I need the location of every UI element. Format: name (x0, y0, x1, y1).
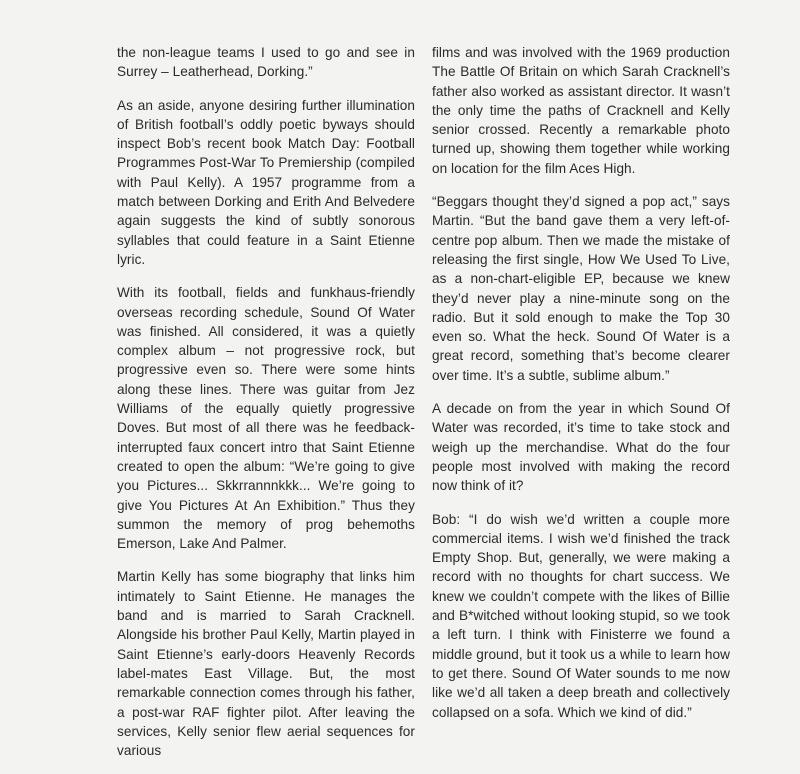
paragraph: “Beggars thought they’d signed a pop act,” says Martin. “But the band gave them a very left-of-centre pop album. Then we made the mistake of releasing the first single, How We Used To Live, as a non-chart-eligible EP, because we knew they’d never play a nine-minute song on the radio. But it sold enough to make the Top 30 even so. What the heck. Sound Of Water is a great record, something that’s become clearer over time. It’s a subtle, sublime album.” (432, 194, 730, 383)
paragraph: the non-league teams I used to go and see in Surrey – Leatherhead, Dorking.” (117, 45, 415, 80)
paragraph: films and was involved with the 1969 production The Battle Of Britain on which Sarah Cracknell’s father also worked as assistant director. It wasn’t the only time the paths of Cracknell and Kelly senior crossed. Recently a remarkable photo turned up, showing them together while working on location for the film Aces High. (432, 45, 730, 176)
paragraph: A decade on from the year in which Sound Of Water was recorded, it’s time to take stock and weigh up the merchandise. What do the four people most involved with making the record now think of it? (432, 401, 730, 494)
right-column (432, 43, 730, 736)
paragraph: Martin Kelly has some biography that links him intimately to Saint Etienne. He manages the band and is married to Sarah Cracknell. Alongside his brother Paul Kelly, Martin played in Saint Etienne’s early-doors Heavenly Records label-mates East Village. But, the most remarkable connection comes through his father, a post-war RAF fighter pilot. After leaving the services, Kelly senior flew aerial sequences for various (117, 569, 415, 759)
left-column (117, 43, 415, 774)
paragraph: As an aside, anyone desiring further illumination of British football’s oddly poetic byways should inspect Bob’s recent book Match Day: Football Programmes Post-War To Premiership (compiled with Paul Kelly). A 1957 programme from a match between Dorking and Erith And Belvedere again suggests the kind of subtly sonorous syllables that could feature in a Saint Etienne lyric. (117, 97, 415, 267)
paragraph: With its football, fields and funkhaus-friendly overseas recording schedule, Sound Of Water was finished. All considered, it was a quietly complex album – not progressive rock, but progressive even so. There were some hints along these lines. There was guitar from Jez Williams of the equally quietly progressive Doves. But most of all there was he feedback-interrupted faux concert intro that Saint Etienne created to open the album: “We’re going to give you Pictures... Skkrrannnkkk... We’re going to give You Pictures At An Exhibition.” Thus they summon the memory of prog behemoths Emerson, Lake And Palmer. (117, 285, 415, 552)
paragraph: Bob: “I do wish we’d written a couple more commercial items. I wish we’d finished the track Empty Shop. But, generally, we were making a record with no thoughts for chart success. We knew we couldn’t compete with the likes of Billie and B*witched without looking stupid, so we took a left turn. I think with Finisterre we found a middle ground, but it took us a while to learn how to get there. Sound Of Water sounds to me now like we’d all taken a deep breath and collectively collapsed on a sofa. Which we kind of did.” (432, 511, 730, 720)
